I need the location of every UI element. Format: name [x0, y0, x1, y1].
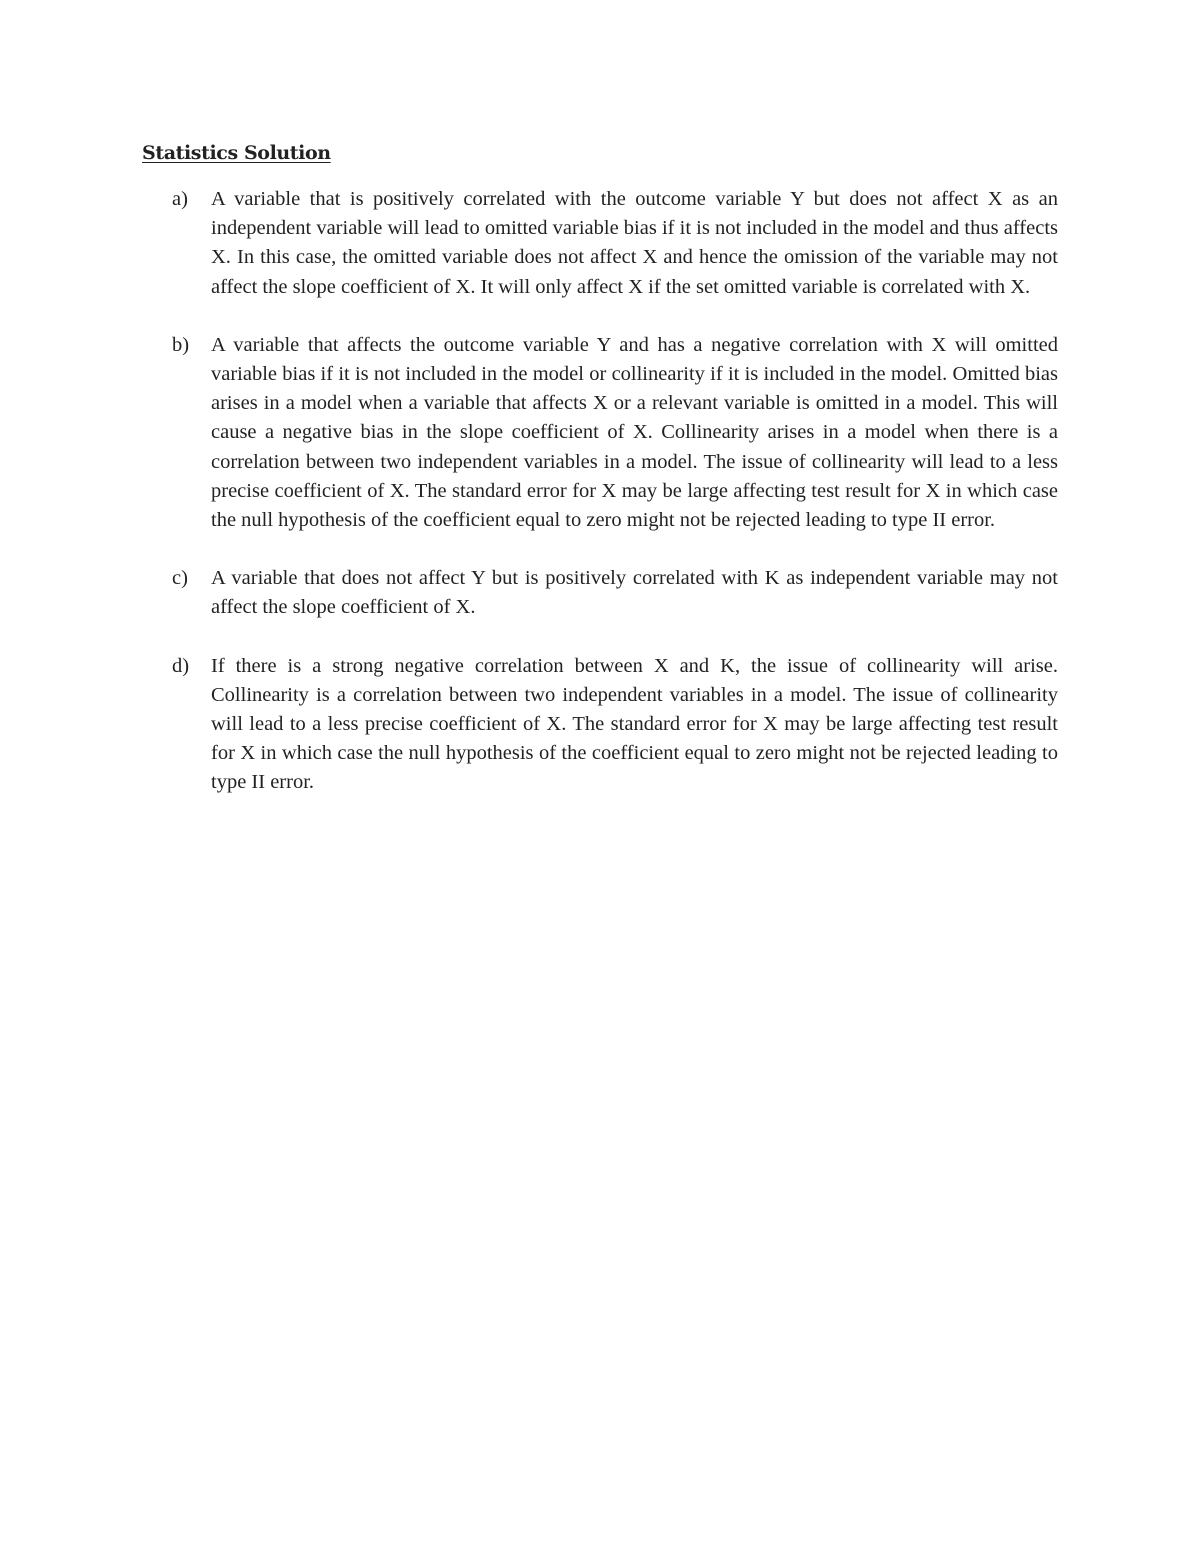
answer-marker: a) [172, 188, 188, 210]
answer-text: A variable that is positively correlated with the outcome variable Y but does not affect X as an independent variable will lead to omitted variable bias if it is not included in the model and thus affects X. In this case, the omitted variable does not affect X and hence the omission of the variable may not affect the slope coefficient of X. It will only affect X if the set omitted variable is correlated with X. [211, 188, 1058, 298]
answer-text: If there is a strong negative correlation between X and K, the issue of collinearity will arise. Collinearity is a correlation between two independent variables in a model. The issue of collinearity will lead to a less precise coefficient of X. The standard error for X may be large affecting test result for X in which case the null hypothesis of the coefficient equal to zero might not be rejected leading to type II error. [211, 654, 1058, 794]
answer-item-d [172, 652, 1058, 798]
answer-text: A variable that affects the outcome variable Y and has a negative correlation with X will omitted variable bias if it is not included in the model or collinearity if it is included in the model. Omitted bias arises in a model when a variable that affects X or a relevant variable is omitted in a model. This will cause a negative bias in the slope coefficient of X. Collinearity arises in a model when there is a correlation between two independent variables in a model. The issue of collinearity will lead to a less precise coefficient of X. The standard error for X may be large affecting test result for X in which case the null hypothesis of the coefficient equal to zero might not be rejected leading to type II error. [211, 333, 1058, 532]
answer-item-a [172, 185, 1058, 302]
answer-marker: c) [172, 567, 188, 590]
document-title: Statistics Solution [142, 142, 331, 164]
answer-marker: b) [172, 333, 190, 356]
answer-item-b [172, 331, 1058, 535]
answer-item-c [172, 564, 1058, 622]
answer-text: A variable that does not affect Y but is positively correlated with K as independent variable may not affect the slope coefficient of X. [211, 567, 1058, 619]
answer-list [172, 185, 1058, 827]
answer-marker: d) [172, 654, 190, 677]
